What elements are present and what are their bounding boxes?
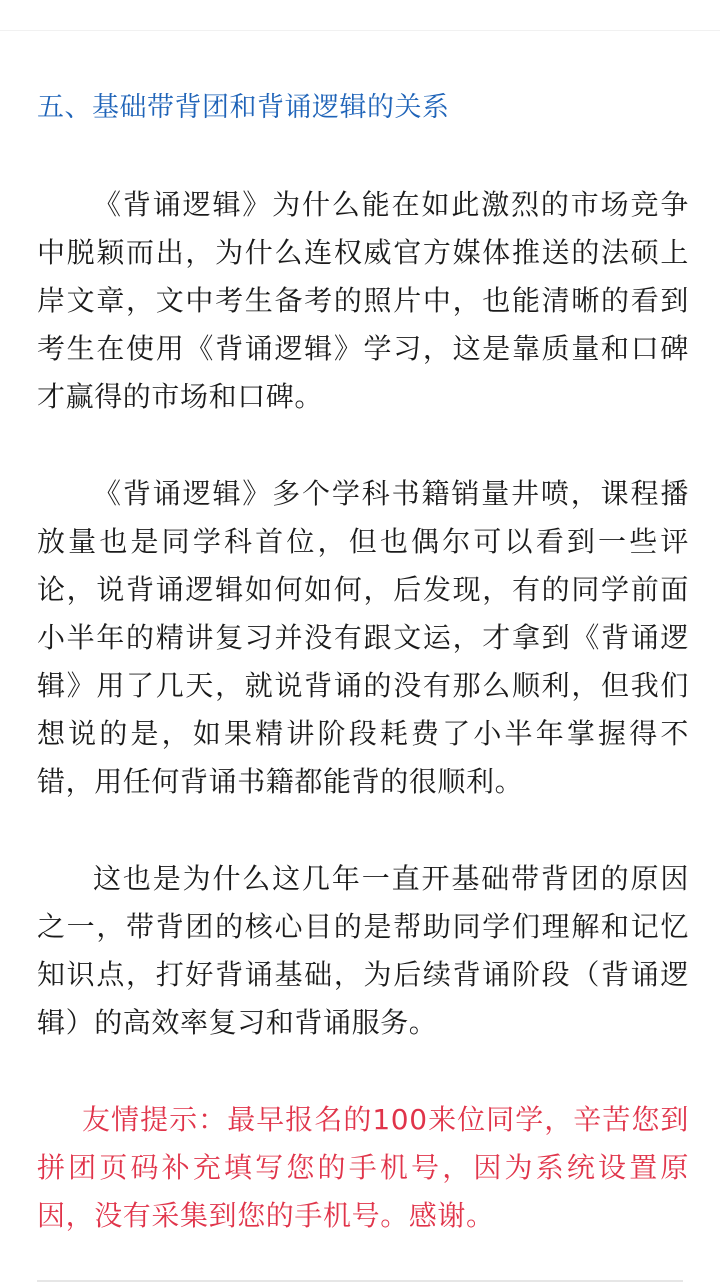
paragraph-1: 《背诵逻辑》为什么能在如此激烈的市场竞争中脱颖而出，为什么连权威官方媒体推送的法硕上岸文章，文中考生备考的照片中，也能清晰的看到考生在使用《背诵逻辑》学习，这是靠质量和口碑才赢得的市场和口碑。 bbox=[37, 188, 689, 413]
top-divider bbox=[0, 30, 720, 31]
paragraph-2: 《背诵逻辑》多个学科书籍销量井喷，课程播放量也是同学科首位，但也偶尔可以看到一些评论，说背诵逻辑如何如何，后发现，有的同学前面小半年的精讲复习并没有跟文运，才拿到《背诵逻辑》用了几天，就说背诵的没有那么顺利，但我们想说的是，如果精讲阶段耗费了小半年掌握得不错，用任何背诵书籍都能背的很顺利。 bbox=[37, 477, 689, 798]
friendly-reminder: 友情提示：最早报名的100来位同学，辛苦您到拼团页码补充填写您的手机号，因为系统设置原因，没有采集到您的手机号。感谢。 bbox=[37, 1103, 689, 1232]
section-heading: 五、基础带背团和背诵逻辑的关系 bbox=[37, 92, 450, 123]
paragraph-3: 这也是为什么这几年一直开基础带背团的原因之一，带背团的核心目的是帮助同学们理解和记忆知识点，打好背诵基础，为后续背诵阶段（背诵逻辑）的高效率复习和背诵服务。 bbox=[37, 862, 689, 1039]
bottom-divider bbox=[37, 1280, 683, 1282]
article-body bbox=[37, 84, 689, 1240]
